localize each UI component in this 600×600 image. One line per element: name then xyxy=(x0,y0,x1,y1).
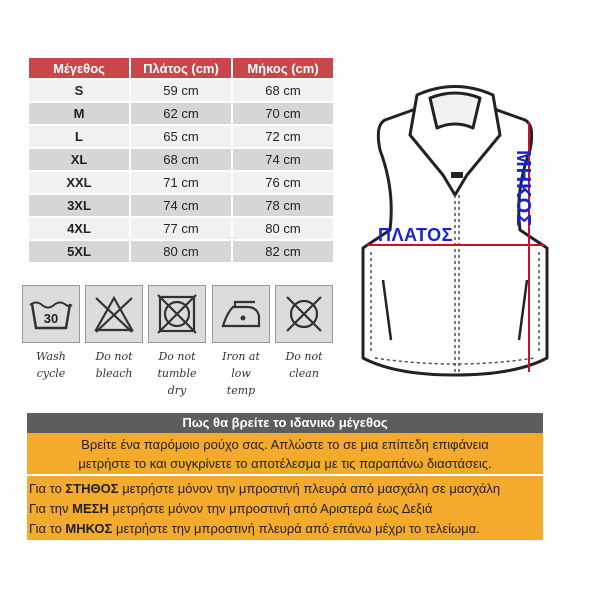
intro-line: μετρήστε το και συγκρίνετε το αποτέλεσμα με τις παραπάνω διαστάσεις. xyxy=(78,456,492,471)
wash-temperature: 30 xyxy=(43,311,59,326)
instruction-keyword: ΜΕΣΗ xyxy=(72,501,109,516)
size-cell: 3XL xyxy=(29,195,129,216)
size-cell: 5XL xyxy=(29,241,129,262)
instruction-line xyxy=(29,479,543,499)
care-label-clean: Do not clean xyxy=(285,350,323,380)
header-width: Πλάτος (cm) xyxy=(131,58,231,78)
length-cell: 80 cm xyxy=(233,218,333,239)
length-cell: 82 cm xyxy=(233,241,333,262)
width-cell: 77 cm xyxy=(131,218,231,239)
length-cell: 72 cm xyxy=(233,126,333,147)
care-label-iron: Iron at low temp xyxy=(222,350,260,397)
do-not-clean-icon xyxy=(275,285,333,343)
instruction-text: μετρήστε την μπροστινή πλευρά από επάνω μέχρι το τελείωμα. xyxy=(112,521,480,536)
care-label-tumble: Do not tumble dry xyxy=(157,350,197,397)
width-cell: 74 cm xyxy=(131,195,231,216)
width-cell: 62 cm xyxy=(131,103,231,124)
instruction-line xyxy=(29,499,543,519)
table-row xyxy=(29,172,333,193)
table-row xyxy=(29,149,333,170)
size-cell: XXL xyxy=(29,172,129,193)
size-cell: 4XL xyxy=(29,218,129,239)
instruction-keyword: ΣΤΗΘΟΣ xyxy=(65,481,119,496)
instruction-text: μετρήστε μόνον την μπροστινή πλευρά από μασχάλη σε μασχάλη xyxy=(118,481,501,496)
width-label: ΠΛΑΤΟΣ xyxy=(378,225,453,245)
wash-30-icon xyxy=(22,285,80,343)
iron-low-temp-icon xyxy=(212,285,270,343)
do-not-bleach-icon xyxy=(85,285,143,343)
length-cell: 74 cm xyxy=(233,149,333,170)
length-cell: 70 cm xyxy=(233,103,333,124)
care-label-bleach: Do not bleach xyxy=(95,350,133,380)
header-length: Μήκος (cm) xyxy=(233,58,333,78)
do-not-tumble-dry-icon xyxy=(148,285,206,343)
care-label-wash: Wash cycle xyxy=(36,350,66,380)
table-row xyxy=(29,80,333,101)
instruction-prefix: Για το xyxy=(29,481,66,496)
width-cell: 68 cm xyxy=(131,149,231,170)
how-to-title: Πως θα βρείτε το ιδανικό μέγεθος xyxy=(27,413,543,433)
instruction-text: μετρήστε μόνον την μπροστινή από Αριστερά έως Δεξιά xyxy=(108,501,433,516)
how-to-intro xyxy=(27,433,543,474)
how-to-instructions xyxy=(27,476,543,540)
instruction-line xyxy=(29,519,543,539)
length-cell: 78 cm xyxy=(233,195,333,216)
width-cell: 59 cm xyxy=(131,80,231,101)
size-cell: L xyxy=(29,126,129,147)
instruction-prefix: Για την xyxy=(29,501,73,516)
length-cell: 68 cm xyxy=(233,80,333,101)
size-table xyxy=(27,56,335,264)
table-row xyxy=(29,103,333,124)
length-cell: 76 cm xyxy=(233,172,333,193)
size-table-header xyxy=(29,58,333,78)
size-cell: XL xyxy=(29,149,129,170)
table-row xyxy=(29,218,333,239)
size-cell: M xyxy=(29,103,129,124)
instruction-keyword: ΜΗΚΟΣ xyxy=(65,521,113,536)
width-cell: 71 cm xyxy=(131,172,231,193)
table-row xyxy=(29,241,333,262)
header-size: Μέγεθος xyxy=(29,58,129,78)
instruction-prefix: Για το xyxy=(29,521,66,536)
table-row xyxy=(29,126,333,147)
width-cell: 65 cm xyxy=(131,126,231,147)
table-row xyxy=(29,195,333,216)
intro-line: Βρείτε ένα παρόμοιο ρούχο σας. Απλώστε το σε μια επίπεδη επιφάνεια xyxy=(81,437,489,452)
length-label: ΜΗΚΟΣ xyxy=(512,150,534,228)
width-cell: 80 cm xyxy=(131,241,231,262)
size-cell: S xyxy=(29,80,129,101)
